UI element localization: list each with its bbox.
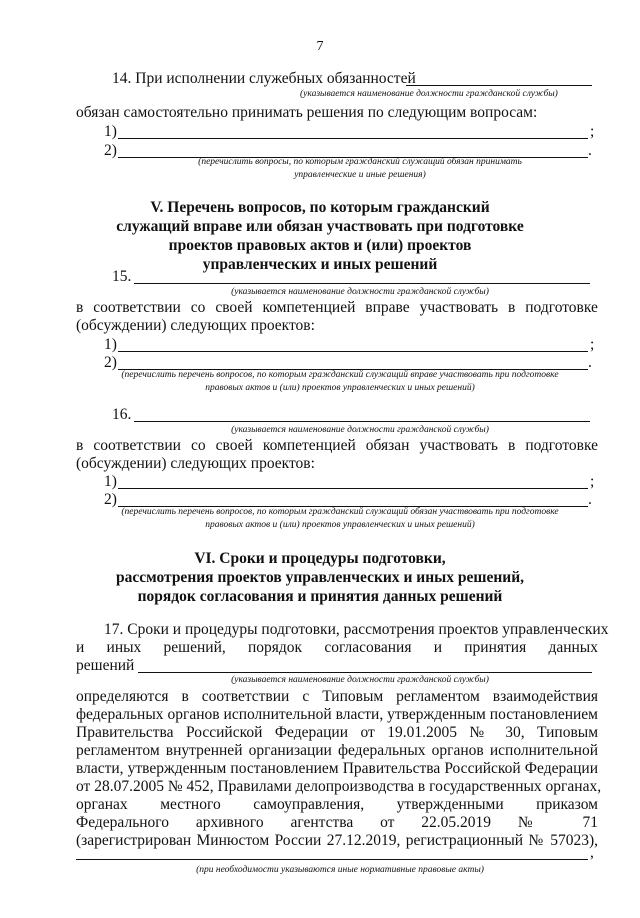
item16-number: 16.: [112, 406, 132, 423]
item16-word: своей: [215, 437, 253, 454]
item15-word: своей: [215, 299, 253, 316]
item14-position-line: [406, 85, 592, 86]
item17-word: принятия: [464, 639, 527, 656]
item17-paragraph-line: власти, утвержденным постановлением Правительства Российской Федерации: [76, 760, 598, 777]
item17-word: согласования: [324, 639, 412, 656]
item16-word: подготовке: [525, 437, 598, 454]
item17-word: иных: [106, 639, 142, 656]
item14-continuation: обязан самостоятельно принимать решения по следующим вопросам:: [76, 104, 538, 121]
item15-line-1-blank: [118, 351, 588, 352]
item16-list-2: 2): [104, 491, 117, 508]
item16-note-position: (указывается наименование должности гражданской службы): [231, 425, 489, 435]
item16-end-1: ;: [590, 473, 595, 490]
item16-line-1-blank: [118, 488, 588, 489]
item16-word: обязан: [365, 437, 410, 454]
item17-word: и: [76, 639, 85, 656]
item14-end-2: .: [588, 142, 592, 159]
item15-number: 15.: [112, 268, 132, 285]
item17-end-comma: ,: [590, 844, 594, 861]
item16-end-2: .: [588, 491, 592, 508]
item15-note-position: (указывается наименование должности гражданской службы): [231, 287, 489, 297]
item17-paragraph-line: (зарегистрирован Минюстом России 27.12.2019, регистрационный № 57023),: [76, 832, 598, 849]
item14-note-position: (указывается наименование должности гражданской службы): [300, 89, 558, 99]
item15-list-1: 1): [104, 336, 117, 353]
item16-note-list-2: правовых актов и (или) проектов управленческих и иных решений): [205, 520, 475, 530]
item17-position-line: [138, 672, 592, 673]
item17-word: и: [433, 639, 443, 656]
section5-heading-2: служащий вправе или обязан участвовать при подготовке: [116, 218, 524, 235]
item16-word: со: [190, 437, 206, 454]
item15-line-2: (обсуждении) следующих проектов:: [76, 317, 315, 334]
item16-word: соответствии: [93, 437, 181, 454]
item16-position-line: [134, 421, 590, 422]
item16-line-1: [76, 437, 598, 455]
item17-other-acts-line: [76, 859, 588, 860]
item15-word: соответствии: [93, 299, 181, 316]
item17-line-2: [76, 639, 598, 657]
item17-word: решений,: [163, 639, 226, 656]
item16-word: компетенцией: [262, 437, 356, 454]
item14-line-1: [118, 138, 588, 139]
item14-note-list-1: (перечислить вопросы, по которым гражданский служащий обязан принимать: [198, 157, 522, 167]
item15-line-1: [76, 299, 598, 317]
item17-paragraph-line: органах местного самоуправления, утвержденными приказом: [76, 796, 598, 813]
page-number: 7: [316, 39, 324, 54]
item15-note-list-2: правовых актов и (или) проектов управленческих и иных решений): [205, 383, 475, 393]
item16-line-2: (обсуждении) следующих проектов:: [76, 455, 315, 472]
section5-heading-3: проектов правовых актов и (или) проектов: [168, 237, 472, 254]
item17-paragraph-line: определяются в соответствии с Типовым регламентом взаимодействия: [76, 688, 598, 705]
item15-position-line: [134, 283, 590, 284]
item15-word: подготовке: [525, 299, 598, 316]
section5-heading-4: управленческих и иных решений: [202, 256, 438, 273]
item15-word: в: [76, 299, 84, 316]
item17-paragraph-line: регламентом внутренней организации федеральных органов исполнительной: [76, 742, 598, 759]
section6-heading-2: рассмотрения проектов управленческих и иных решений,: [115, 569, 524, 586]
item15-list-2: 2): [104, 354, 117, 371]
item17-line-3: решений: [76, 657, 135, 674]
item16-word: в: [76, 437, 84, 454]
section6-heading-1: VI. Сроки и процедуры подготовки,: [194, 550, 446, 567]
item16-word: в: [507, 437, 516, 454]
item15-end-2: .: [588, 354, 592, 371]
item15-word: в: [507, 299, 516, 316]
section5-heading-1: V. Перечень вопросов, по которым гражданский: [150, 199, 490, 216]
item17-paragraph-line: федеральных органов исполнительной власти, утвержденным постановлением: [76, 706, 598, 723]
item17-word: порядок: [247, 639, 303, 656]
item16-list-1: 1): [104, 473, 117, 490]
item16-note-list-1: (перечислить перечень вопросов, по которым гражданский служащий обязан участвовать при подготовке: [121, 507, 559, 517]
item15-note-list-1: (перечислить перечень вопросов, по которым гражданский служащий вправе участвовать при подготовке: [121, 370, 559, 380]
item14-list-1: 1): [104, 123, 117, 140]
item17-paragraph-line: Федерального архивного агентства от 22.05.2019 № 71: [76, 814, 598, 831]
item17-paragraph-line: Правительства Российской Федерации от 19.01.2005 № 30, Типовым: [76, 724, 598, 741]
item17-note-other: (при необходимости указываются иные нормативные правовые акты): [196, 865, 484, 875]
item14-note-list-2: управленческие и иные решения): [294, 170, 426, 180]
item15-word: со: [190, 299, 206, 316]
item15-word: участвовать: [419, 299, 499, 316]
item15-end-1: ;: [590, 336, 595, 353]
item17-line-1: 17. Сроки и процедуры подготовки, рассмотрения проектов управленческих: [104, 621, 609, 638]
item14-list-2: 2): [104, 142, 117, 159]
item14-text: 14. При исполнении служебных обязанностей: [112, 70, 416, 87]
item14-end-1: ;: [590, 123, 595, 140]
item17-word: данных: [548, 639, 598, 656]
item16-word: участвовать: [419, 437, 498, 454]
item17-note-position: (указывается наименование должности гражданской службы): [231, 675, 489, 685]
item15-word: компетенцией: [262, 299, 356, 316]
item15-word: вправе: [365, 299, 410, 316]
item17-paragraph-line: от 28.07.2005 № 452, Правилами делопроизводства в государственных органах,: [76, 778, 602, 795]
section6-heading-3: порядок согласования и принятия данных решений: [137, 588, 503, 605]
